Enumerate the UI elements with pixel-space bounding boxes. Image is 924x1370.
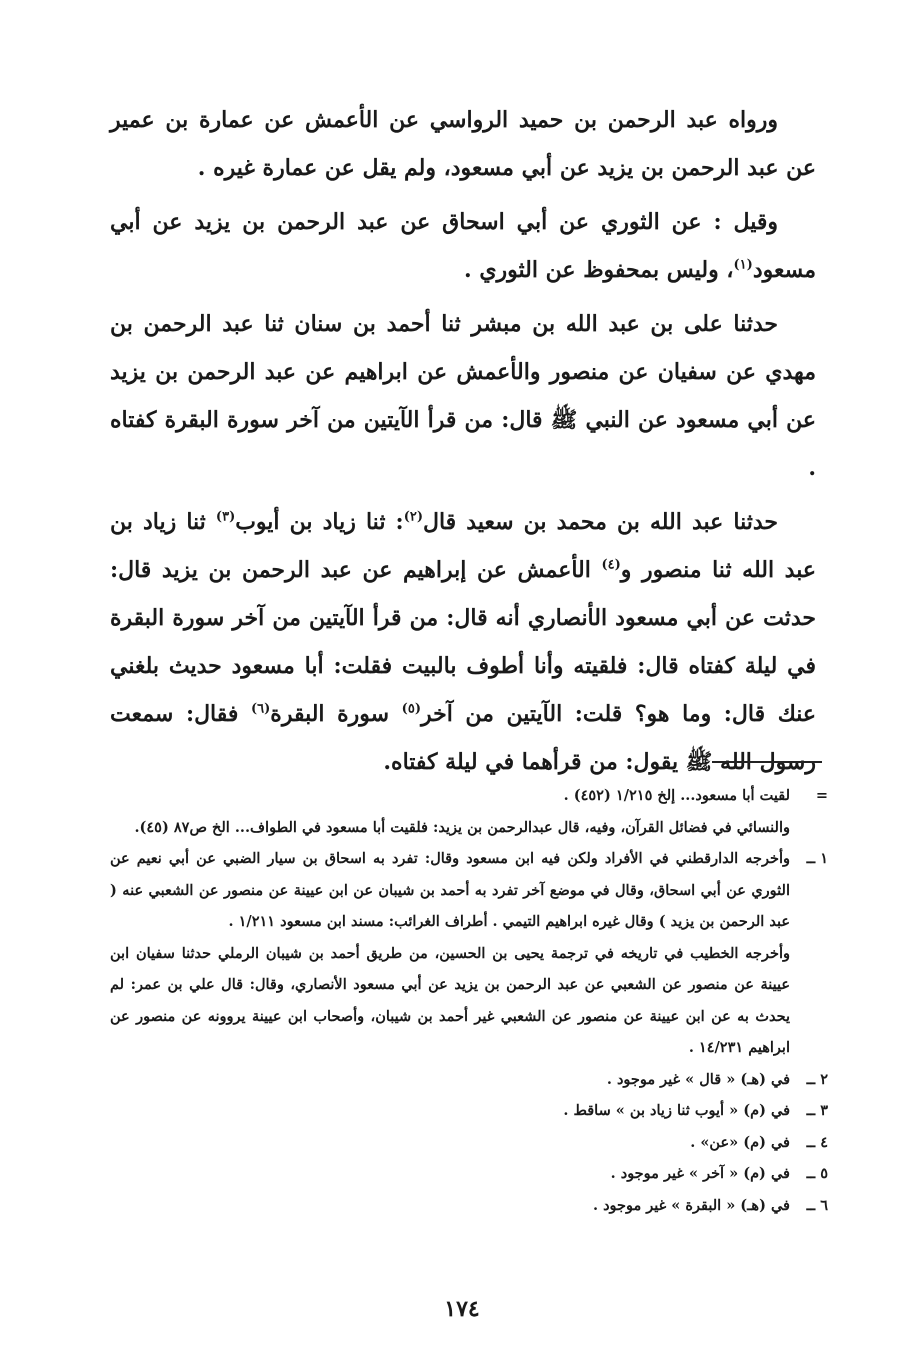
footnote-number: ١ ــ: [806, 850, 828, 867]
footnote-text: لقيت أبا مسعود... إلخ ١/٢١٥ (٤٥٢) .: [563, 787, 790, 804]
paragraph-text: ثنا زياد بن عبد الله ثنا منصور و: [110, 509, 816, 583]
footnotes: [110, 780, 828, 1221]
footnote-text: في (هـ) « البقرة » غير موجود .: [592, 1196, 790, 1214]
footnote-reference: (٦): [251, 701, 271, 717]
footnote: [110, 1190, 828, 1222]
footnote: [110, 1158, 828, 1190]
footnote-separator: [712, 761, 822, 763]
footnote-number: ٣ ــ: [806, 1102, 828, 1119]
footnote-reference: (٤): [601, 557, 621, 573]
paragraph: [110, 96, 816, 192]
footnote-text: وأخرجه الخطيب في تاريخه في ترجمة يحيى بن الحسين، من طريق أحمد بن شيبان الرملي حدثنا سفيان ابن عيينة عن منصور عن الشعبي عن عبد الرحمن بن يزيد عن أبي مسعود الأنصاري، وقال: قال علي بن عمر: لم يحدث به عن ابن عيينة عن منصور عن الشعبي غير أحمد بن شيبان، وأصحاب ابن عيينة يروونه عن منصور عن ابراهيم ١٤/٢٣١ .: [110, 944, 790, 1056]
footnote-number: ٢ ــ: [806, 1070, 828, 1088]
paragraph-text: : ثنا زياد بن أيوب: [235, 509, 404, 535]
footnote-text: والنسائي في فضائل القرآن، وفيه، قال عبدالرحمن بن يزيد: فلقيت أبا مسعود في الطواف... الخ ص٨٧ (٤٥).: [134, 818, 790, 836]
footnote-reference: (٣): [215, 509, 236, 525]
footnote: [110, 1095, 828, 1127]
footnote: [110, 812, 828, 844]
footnote: [110, 843, 828, 938]
footnote-number: ٤ ــ: [806, 1133, 828, 1151]
paragraph-text: وقيل : عن الثوري عن أبي اسحاق عن عبد الرحمن بن يزيد عن أبي مسعود: [110, 209, 816, 283]
footnote: [110, 1127, 828, 1159]
paragraph-text: الأعمش عن إبراهيم عن عبد الرحمن بن يزيد قال: حدثت عن أبي مسعود الأنصاري أنه قال: من قرأ الآيتين من آخر سورة البقرة في ليلة كفتاه قال: فلقيته وأنا أطوف بالبيت فقلت: أبا مسعود حديث بلغني عنك قال: وما هو؟ قلت: الآيتين من آخر: [110, 557, 817, 727]
paragraph-text: ورواه عبد الرحمن بن حميد الرواسي عن الأعمش عن عمارة بن عمير عن عبد الرحمن بن يزيد عن أبي مسعود، ولم يقل عن عمارة غيره .: [110, 107, 816, 181]
paragraph: [110, 198, 816, 294]
footnote-number: =: [815, 787, 828, 804]
footnote-text: في (م) « أيوب ثنا زياد بن » ساقط .: [563, 1102, 790, 1119]
footnote-reference: (٥): [401, 701, 421, 717]
footnote-number: ٦ ــ: [806, 1196, 828, 1214]
footnote: [110, 938, 828, 1064]
paragraph-text: ، وليس بمحفوظ عن الثوري .: [464, 257, 734, 283]
paragraph: [110, 300, 816, 492]
paragraph-text: حدثنا عبد الله بن محمد بن سعيد قال: [422, 509, 779, 535]
paragraph-text: فقال: سمعت رسول الله ﷺ يقول: من قرأهما في ليلة كفتاه.: [110, 701, 816, 775]
footnote-number: ٥ ــ: [806, 1165, 828, 1182]
footnote: [110, 780, 828, 812]
page-number: ١٧٤: [444, 1296, 480, 1322]
paragraph: [110, 498, 816, 786]
footnote-reference: (٢): [403, 509, 423, 525]
footnote: [110, 1064, 828, 1096]
footnote-reference: (١): [733, 257, 753, 273]
footnote-text: في (م) «عن» .: [690, 1133, 790, 1151]
main-text: [110, 96, 816, 792]
paragraph-text: سورة البقرة: [270, 701, 402, 727]
footnote-text: في (هـ) « قال » غير موجود .: [606, 1070, 790, 1088]
paragraph-text: حدثنا على بن عبد الله بن مبشر ثنا أحمد بن سنان ثنا عبد الرحمن بن مهدي عن سفيان عن منصور والأعمش عن ابراهيم عن عبد الرحمن بن يزيد عن أبي مسعود عن النبي ﷺ قال: من قرأ الآيتين من آخر سورة البقرة كفتاه .: [110, 311, 816, 481]
footnote-text: في (م) « آخر » غير موجود .: [610, 1165, 790, 1182]
footnote-text: وأخرجه الدارقطني في الأفراد ولكن فيه ابن مسعود وقال: تفرد به اسحاق بن سيار الضبي عن أبي نعيم عن الثوري عن أبي اسحاق، وقال في موضع آخر تفرد به أحمد بن شيبان عن ابن عيينة عن منصور عن الشعبي عنه ( عبد الرحمن بن يزيد ) وقال غيره ابراهيم التيمي . أطراف الغرائب: مسند ابن مسعود ١/٢١١ .: [110, 850, 790, 930]
